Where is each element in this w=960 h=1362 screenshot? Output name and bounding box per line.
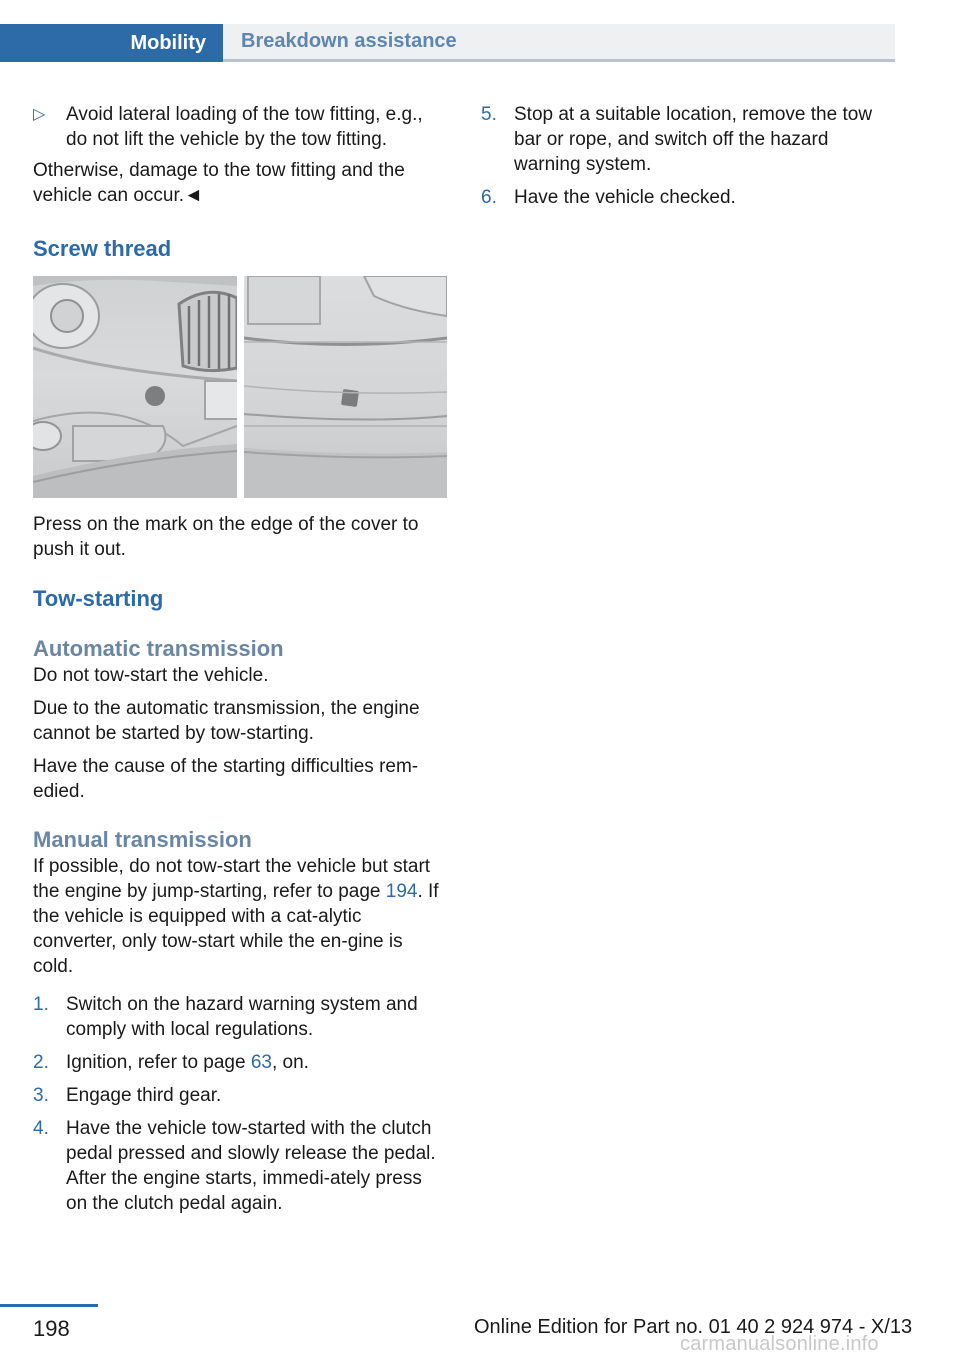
automatic-transmission-heading: Automatic transmission xyxy=(33,636,284,661)
section-tab: Mobility xyxy=(0,24,223,62)
step-text-post: , on. xyxy=(271,1052,309,1073)
step-text: Stop at a suitable location, remove the tow bar or rope, and switch off the hazard warning system. xyxy=(514,104,873,175)
steps-list-left xyxy=(33,992,447,1216)
page-header xyxy=(0,24,895,62)
tow-starting-heading: Tow-starting xyxy=(33,586,164,611)
step-number: 4. xyxy=(33,1118,49,1139)
footer-rule xyxy=(0,1304,98,1307)
right-column xyxy=(481,102,895,210)
step-text: Engage third gear. xyxy=(66,1085,222,1106)
header-underline xyxy=(223,59,895,62)
auto-paragraph-2: Due to the automatic transmission, the engine cannot be started by tow-starting. xyxy=(33,698,420,744)
manual-text-post: . If the vehicle is equipped with a cat‐alytic converter, only tow-start while the en‐gine is cold. xyxy=(33,881,439,977)
manual-text-pre: If possible, do not tow-start the vehicle but start the engine by jump-starting, refer to page xyxy=(33,856,431,902)
rear-bumper-illustration xyxy=(244,276,447,498)
list-item xyxy=(33,1083,447,1108)
screw-thread-figure xyxy=(33,276,447,498)
front-bumper-illustration xyxy=(33,276,237,498)
step-text: Have the vehicle checked. xyxy=(514,187,736,208)
manual-paragraph xyxy=(33,854,447,979)
screw-thread-heading: Screw thread xyxy=(33,236,172,261)
warning-text: Otherwise, damage to the tow fitting and the vehicle can occur.◄ xyxy=(33,160,405,206)
page-number: 198 xyxy=(33,1316,70,1341)
page-link-194[interactable]: 194 xyxy=(385,881,418,902)
step-number: 1. xyxy=(33,994,49,1015)
page-link-63[interactable]: 63 xyxy=(250,1052,272,1073)
screw-thread-caption: Press on the mark on the edge of the cover to push it out. xyxy=(33,514,419,560)
triangle-bullet-icon: ▷ xyxy=(33,106,46,123)
auto-paragraph-3: Have the cause of the starting difficulties rem‐edied. xyxy=(33,756,419,802)
list-item xyxy=(33,1116,447,1216)
bullet-item xyxy=(33,102,447,152)
left-column xyxy=(33,102,447,1216)
edition-info: Online Edition for Part no. 01 40 2 924 974 - X/13 xyxy=(474,1316,913,1338)
step-text: Have the vehicle tow-started with the clutch pedal pressed and slowly release the pedal. After the engine starts, immedi‐ately press on the clutch pedal again. xyxy=(66,1118,436,1214)
list-item xyxy=(33,992,447,1042)
bullet-text: Avoid lateral loading of the tow fitting, e.g., do not lift the vehicle by the tow fitting. xyxy=(66,104,423,150)
step-text-pre: Ignition, refer to page xyxy=(66,1052,251,1073)
list-item xyxy=(481,102,895,177)
step-text: Switch on the hazard warning system and comply with local regulations. xyxy=(66,994,418,1040)
step-number: 5. xyxy=(481,104,497,125)
step-text xyxy=(66,1050,447,1075)
step-number: 6. xyxy=(481,187,497,208)
step-number: 2. xyxy=(33,1052,49,1073)
watermark: carmanualsonline.info xyxy=(680,1333,879,1355)
list-item xyxy=(481,185,895,210)
list-item xyxy=(33,1050,447,1075)
auto-paragraph-1: Do not tow-start the vehicle. xyxy=(33,665,269,686)
manual-transmission-heading: Manual transmission xyxy=(33,827,252,852)
subsection-tab: Breakdown assistance xyxy=(223,24,895,59)
step-number: 3. xyxy=(33,1085,49,1106)
